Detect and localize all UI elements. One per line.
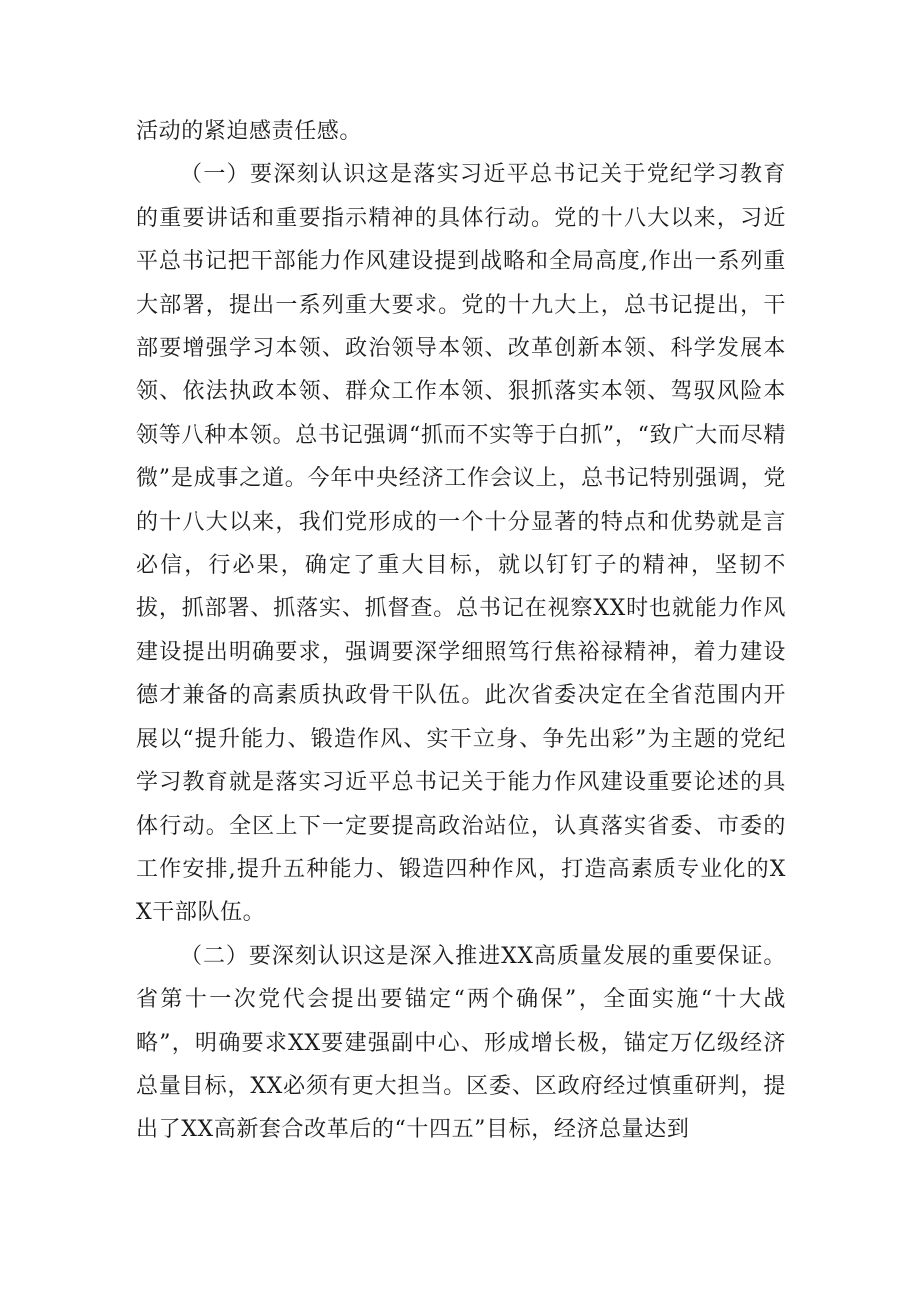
paragraph-section-one: （一）要深刻认识这是落实习近平总书记关于党纪学习教育的重要讲话和重要指示精神的具体行动。党的十八大以来，习近平总书记把干部能力作风建设提到战略和全局高度,作出一系列重大部署，提出一系列重大要求。党的十九大上，总书记提出，干部要增强学习本领、政治领导本领、改革创新本领、科学发展本领、依法执政本领、群众工作本领、狠抓落实本领、驾驭风险本领等八种本领。总书记强调“抓而不实等于白抓”，“致广大而尽精微”是成事之道。今年中央经济工作会议上，总书记特别强调，党的十八大以来，我们党形成的一个十分显著的特点和优势就是言必信，行必果，确定了重大目标，就以钉钉子的精神，坚韧不拔，抓部署、抓落实、抓督查。总书记在视察XX时也就能力作风建设提出明确要求，强调要深学细照笃行焦裕禄精神，着力建设德才兼备的高素质执政骨干队伍。此次省委决定在全省范围内开展以“提升能力、锻造作风、实干立身、争先出彩”为主题的党纪学习教育就是落实习近平总书记关于能力作风建设重要论述的具体行动。全区上下一定要提高政治站位，认真落实省委、市委的工作安排,提升五种能力、锻造四种作风，打造高素质专业化的XX干部队伍。 xyxy=(136,162,786,926)
paragraph-section-two: （二）要深刻认识这是深入推进XX高质量发展的重要保证。省第十一次党代会提出要锚定“两个确保”，全面实施“十大战略”，明确要求XX要建强副中心、形成增长极，锚定万亿级经济总量目标，XX必须有更大担当。区委、区政府经过慎重研判，提出了XX高新套合改革后的“十四五”目标，经济总量达到 xyxy=(136,943,786,1143)
paragraph-continuation: 活动的紧迫感责任感。 xyxy=(136,119,363,144)
document-body xyxy=(136,110,786,1152)
